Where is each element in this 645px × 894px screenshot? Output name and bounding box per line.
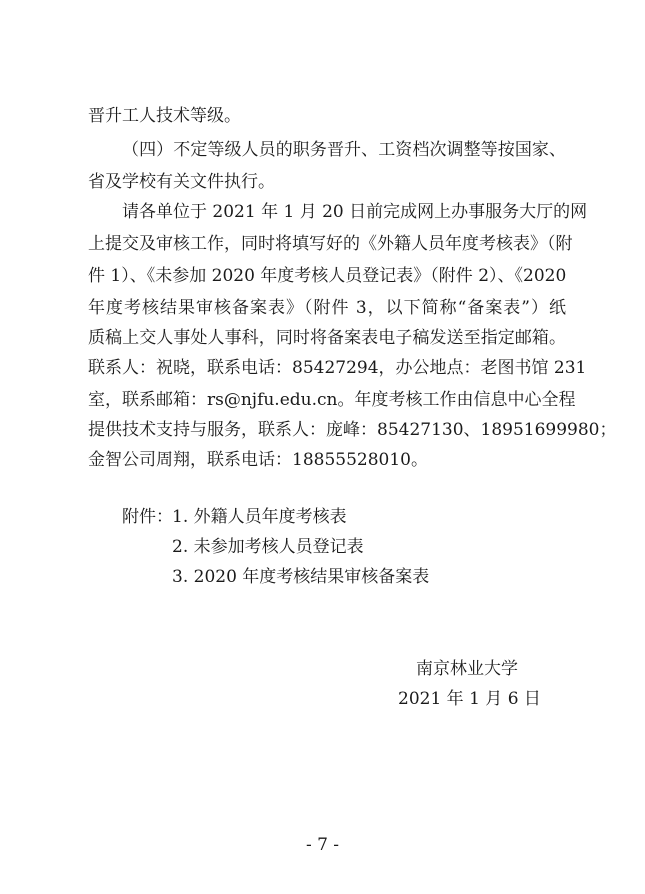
attachment-item-2: 2. 未参加考核人员登记表	[172, 537, 364, 557]
page-number: - 7 -	[305, 835, 340, 855]
attachment-item-1: 1. 外籍人员年度考核表	[172, 507, 347, 527]
body-line-9: 联系人：祝晓，联系电话：85427294，办公地点：老图书馆 231	[88, 358, 587, 378]
attachment-item-3: 3. 2020 年度考核结果审核备案表	[172, 567, 430, 587]
body-line-12: 金智公司周翔，联系电话：18855528010。	[88, 450, 428, 470]
body-line-6: 件 1）、《未参加 2020 年度考核人员登记表》（附件 2）、《2020	[88, 266, 567, 286]
body-line-3: 省及学校有关文件执行。	[88, 172, 275, 192]
body-line-10: 室，联系邮箱：rs@njfu.edu.cn。年度考核工作由信息中心全程	[88, 390, 576, 410]
body-line-7: 年度考核结果审核备案表》（附件 3，以下简称“备案表”）纸	[88, 298, 566, 318]
body-line-2: （四）不定等级人员的职务晋升、工资档次调整等按国家、	[122, 140, 566, 160]
signature-org: 南京林业大学	[416, 659, 518, 679]
body-line-5: 上提交及审核工作，同时将填写好的《外籍人员年度考核表》（附	[88, 234, 573, 254]
signature-date: 2021 年 1 月 6 日	[398, 689, 541, 709]
body-line-1: 晋升工人技术等级。	[88, 106, 241, 126]
body-line-11: 提供技术支持与服务，联系人：庞峰：85427130、18951699980；	[88, 420, 617, 440]
attachments-label: 附件：	[122, 507, 173, 527]
body-line-8: 质稿上交人事处人事科，同时将备案表电子稿发送至指定邮箱。	[88, 328, 566, 348]
body-line-4: 请各单位于 2021 年 1 月 20 日前完成网上办事服务大厅的网	[122, 202, 588, 222]
